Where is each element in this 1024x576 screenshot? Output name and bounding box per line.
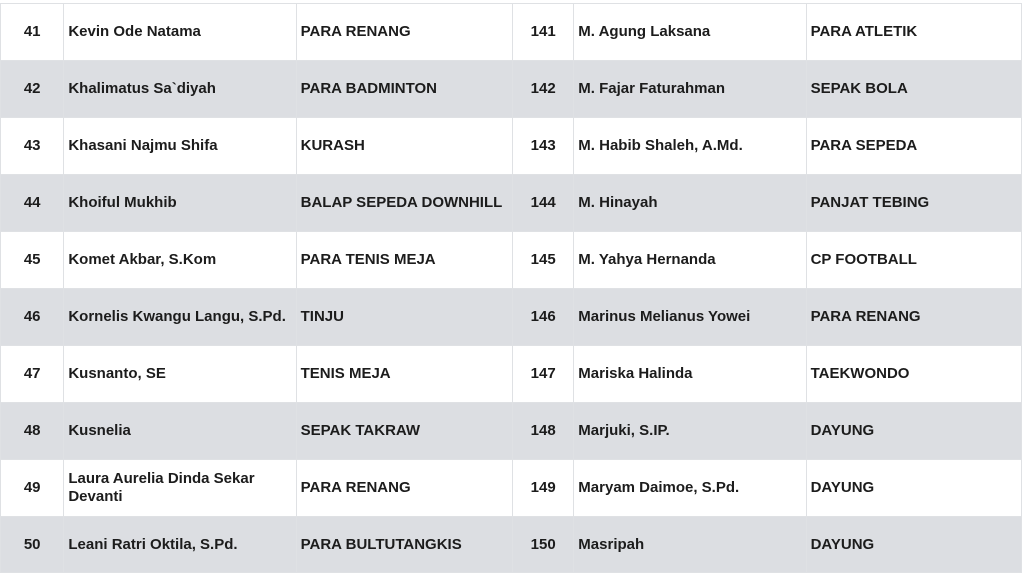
row-number-left: 44	[1, 175, 64, 232]
table-row	[1, 232, 1022, 289]
athlete-name-right: Marinus Melianus Yowei	[574, 289, 806, 346]
sport-left: PARA BADMINTON	[296, 61, 512, 118]
row-number-right: 147	[513, 346, 574, 403]
athlete-name-left: Khalimatus Sa`diyah	[64, 61, 296, 118]
athlete-name-left: Khasani Najmu Shifa	[64, 118, 296, 175]
row-number-right: 146	[513, 289, 574, 346]
athlete-name-left: Leani Ratri Oktila, S.Pd.	[64, 517, 296, 573]
table-row	[1, 403, 1022, 460]
athlete-name-right: M. Agung Laksana	[574, 4, 806, 61]
table-row	[1, 61, 1022, 118]
athlete-name-left: Komet Akbar, S.Kom	[64, 232, 296, 289]
row-number-right: 150	[513, 517, 574, 573]
row-number-left: 48	[1, 403, 64, 460]
row-number-right: 142	[513, 61, 574, 118]
athlete-name-right: M. Habib Shaleh, A.Md.	[574, 118, 806, 175]
row-number-right: 143	[513, 118, 574, 175]
athlete-name-left: Kusnelia	[64, 403, 296, 460]
sport-right: TAEKWONDO	[806, 346, 1021, 403]
table-row	[1, 118, 1022, 175]
row-number-left: 41	[1, 4, 64, 61]
athlete-table-body	[1, 4, 1022, 573]
sport-right: PARA RENANG	[806, 289, 1021, 346]
athlete-name-right: M. Fajar Faturahman	[574, 61, 806, 118]
sport-left: KURASH	[296, 118, 512, 175]
athlete-name-right: Mariska Halinda	[574, 346, 806, 403]
athlete-name-right: Marjuki, S.IP.	[574, 403, 806, 460]
table-row	[1, 460, 1022, 517]
athlete-table	[0, 3, 1022, 573]
sport-right: CP FOOTBALL	[806, 232, 1021, 289]
athlete-name-left: Kusnanto, SE	[64, 346, 296, 403]
row-number-left: 45	[1, 232, 64, 289]
sport-left: PARA RENANG	[296, 4, 512, 61]
table-row	[1, 517, 1022, 573]
row-number-right: 141	[513, 4, 574, 61]
athlete-name-right: M. Yahya Hernanda	[574, 232, 806, 289]
sport-right: DAYUNG	[806, 403, 1021, 460]
sport-left: BALAP SEPEDA DOWNHILL	[296, 175, 512, 232]
row-number-left: 46	[1, 289, 64, 346]
row-number-right: 145	[513, 232, 574, 289]
athlete-name-left: Khoiful Mukhib	[64, 175, 296, 232]
sport-left: TINJU	[296, 289, 512, 346]
sport-right: PARA SEPEDA	[806, 118, 1021, 175]
athlete-name-left: Kevin Ode Natama	[64, 4, 296, 61]
row-number-left: 49	[1, 460, 64, 517]
sport-left: PARA TENIS MEJA	[296, 232, 512, 289]
sport-left: TENIS MEJA	[296, 346, 512, 403]
sport-right: DAYUNG	[806, 517, 1021, 573]
row-number-right: 144	[513, 175, 574, 232]
sport-left: PARA BULTUTANGKIS	[296, 517, 512, 573]
athlete-name-left: Laura Aurelia Dinda Sekar Devanti	[64, 460, 296, 517]
athlete-name-right: Maryam Daimoe, S.Pd.	[574, 460, 806, 517]
athlete-name-left: Kornelis Kwangu Langu, S.Pd.	[64, 289, 296, 346]
sport-right: PANJAT TEBING	[806, 175, 1021, 232]
row-number-right: 149	[513, 460, 574, 517]
sport-right: DAYUNG	[806, 460, 1021, 517]
row-number-left: 43	[1, 118, 64, 175]
row-number-right: 148	[513, 403, 574, 460]
sport-right: PARA ATLETIK	[806, 4, 1021, 61]
table-row	[1, 289, 1022, 346]
athlete-name-right: M. Hinayah	[574, 175, 806, 232]
row-number-left: 47	[1, 346, 64, 403]
table-row	[1, 4, 1022, 61]
sport-left: PARA RENANG	[296, 460, 512, 517]
athlete-name-right: Masripah	[574, 517, 806, 573]
row-number-left: 42	[1, 61, 64, 118]
table-row	[1, 346, 1022, 403]
row-number-left: 50	[1, 517, 64, 573]
sport-right: SEPAK BOLA	[806, 61, 1021, 118]
sport-left: SEPAK TAKRAW	[296, 403, 512, 460]
table-row	[1, 175, 1022, 232]
